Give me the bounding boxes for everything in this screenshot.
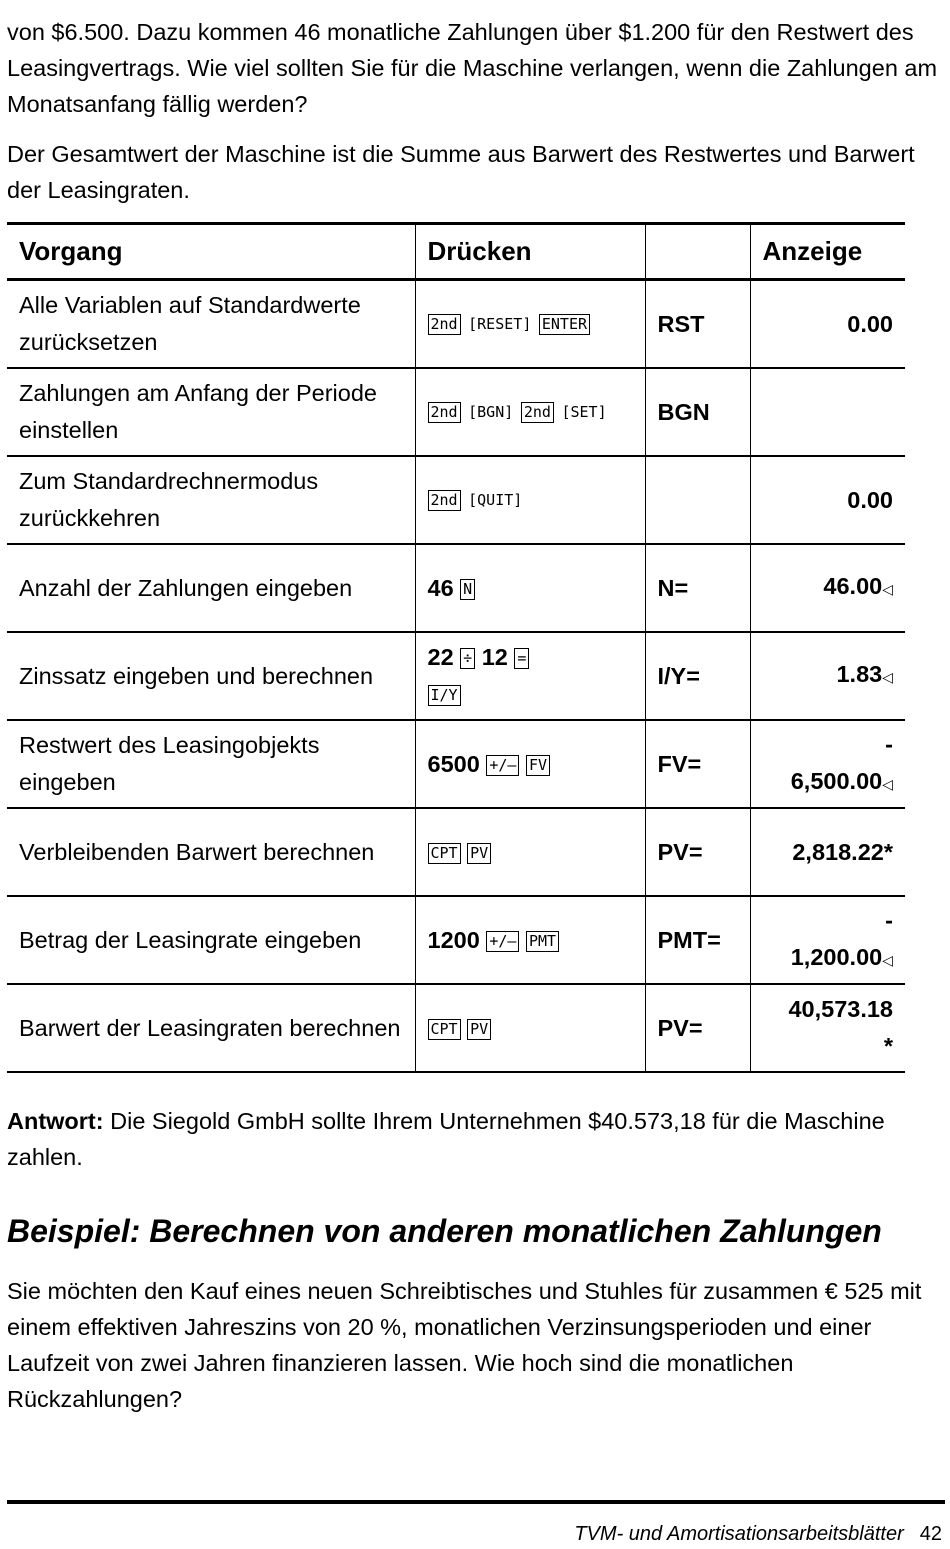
table-row bbox=[7, 720, 905, 808]
indicator: ◁ bbox=[882, 775, 893, 792]
key-divide: ÷ bbox=[460, 648, 475, 669]
table-row bbox=[7, 808, 905, 896]
action-cell: Alle Variablen auf Standardwerte zurücksetzen bbox=[7, 280, 415, 369]
keys-cell bbox=[415, 808, 645, 896]
display-sign: - bbox=[885, 906, 893, 933]
footer-title: TVM- und Amortisationsarbeitsblätter bbox=[574, 1523, 904, 1545]
display-cell bbox=[750, 720, 905, 808]
key-pmt: PMT bbox=[526, 931, 559, 952]
label-cell: BGN bbox=[645, 368, 750, 456]
keys-cell bbox=[415, 896, 645, 984]
display-cell bbox=[750, 808, 905, 896]
key-2nd: 2nd bbox=[521, 402, 554, 423]
key-fv: FV bbox=[526, 755, 550, 776]
key-equals: = bbox=[514, 648, 529, 669]
key-n: N bbox=[460, 579, 475, 600]
display-value: 1.83 bbox=[836, 661, 883, 687]
header-label bbox=[645, 224, 750, 280]
display-value: 40,573.18 bbox=[788, 996, 893, 1022]
indicator: * bbox=[883, 838, 893, 865]
action-cell: Anzahl der Zahlungen eingeben bbox=[7, 544, 415, 632]
key-2nd: 2nd bbox=[428, 402, 461, 423]
indicator: ◁ bbox=[882, 669, 893, 685]
table-row bbox=[7, 456, 905, 544]
indicator: * bbox=[883, 1033, 893, 1059]
display-value: 0.00 bbox=[847, 310, 893, 337]
label-cell bbox=[645, 456, 750, 544]
answer-label: Antwort: bbox=[7, 1108, 104, 1134]
key-2nd: 2nd bbox=[428, 490, 461, 511]
example-heading: Beispiel: Berechnen von anderen monatlichen Zahlungen bbox=[7, 1213, 882, 1249]
display-cell bbox=[750, 368, 905, 456]
table-row bbox=[7, 984, 905, 1072]
label-cell: N= bbox=[645, 544, 750, 632]
key-quit: [ QUIT ] bbox=[467, 482, 523, 519]
number-entry: 6500 bbox=[427, 750, 480, 777]
number-entry: 1200 bbox=[427, 926, 480, 953]
keys-cell bbox=[415, 368, 645, 456]
table-row bbox=[7, 632, 905, 720]
indicator: ◁ bbox=[882, 581, 893, 597]
key-pv: PV bbox=[467, 1019, 491, 1040]
total-value-paragraph: Der Gesamtwert der Maschine ist die Summe aus Barwert des Restwertes und Barwert der Leasingraten. bbox=[7, 141, 915, 203]
action-cell: Zinssatz eingeben und berechnen bbox=[7, 632, 415, 720]
display-cell bbox=[750, 280, 905, 369]
key-2nd: 2nd bbox=[428, 314, 461, 335]
display-cell bbox=[750, 896, 905, 984]
number-entry: 12 bbox=[481, 644, 508, 670]
display-value: 2,818.22 bbox=[792, 838, 884, 865]
action-cell: Zahlungen am Anfang der Periode einstellen bbox=[7, 368, 415, 456]
table-row bbox=[7, 896, 905, 984]
action-cell: Restwert des Leasingobjekts eingeben bbox=[7, 720, 415, 808]
label-cell: PMT= bbox=[645, 896, 750, 984]
display-value: 46.00 bbox=[823, 573, 883, 599]
key-bgn: [ BGN ] bbox=[467, 394, 514, 431]
key-plus-minus: +/– bbox=[486, 755, 519, 776]
table-row bbox=[7, 368, 905, 456]
display-sign: - bbox=[885, 730, 893, 757]
key-cpt: CPT bbox=[428, 1019, 461, 1040]
key-plus-minus: +/– bbox=[486, 931, 519, 952]
label-cell: RST bbox=[645, 280, 750, 369]
keys-cell bbox=[415, 544, 645, 632]
label-cell: I/Y= bbox=[645, 632, 750, 720]
key-iy: I/Y bbox=[428, 685, 461, 706]
keys-cell bbox=[415, 632, 645, 720]
key-pv: PV bbox=[467, 843, 491, 864]
display-cell bbox=[750, 632, 905, 720]
indicator: ◁ bbox=[882, 951, 893, 968]
table-header-row bbox=[7, 224, 905, 280]
example-paragraph: Sie möchten den Kauf eines neuen Schreibtisches und Stuhles für zusammen € 525 mit einem effektiven Jahreszins von 20 %, monatlichen Verzinsungsperioden und einer Laufzeit von zwei Jahren finanzieren lassen. Wie hoch sind die monatlichen Rückzahlungen? bbox=[7, 1278, 922, 1412]
display-value: 0.00 bbox=[847, 486, 893, 513]
label-cell: PV= bbox=[645, 808, 750, 896]
key-reset: [ RESET ] bbox=[467, 306, 532, 343]
display-value: 6,500.00 bbox=[790, 767, 883, 794]
intro-paragraph: von $6.500. Dazu kommen 46 monatliche Zahlungen über $1.200 für den Restwert des Leasingvertrags. Wie viel sollten Sie für die Maschine verlangen, wenn die Zahlungen am Monatsanfang fällig werden? bbox=[7, 19, 938, 117]
keys-cell bbox=[415, 456, 645, 544]
header-vorgang: Vorgang bbox=[7, 224, 415, 280]
keys-cell bbox=[415, 720, 645, 808]
page-footer bbox=[574, 1521, 942, 1547]
action-cell: Verbleibenden Barwert berechnen bbox=[7, 808, 415, 896]
key-cpt: CPT bbox=[428, 843, 461, 864]
answer-paragraph bbox=[7, 1103, 942, 1175]
header-anzeige: Anzeige bbox=[750, 224, 905, 280]
display-cell bbox=[750, 984, 905, 1072]
number-entry: 22 bbox=[427, 644, 454, 670]
display-cell bbox=[750, 456, 905, 544]
number-entry: 46 bbox=[427, 574, 454, 601]
display-cell bbox=[750, 544, 905, 632]
display-value: 1,200.00 bbox=[790, 943, 883, 970]
label-cell: PV= bbox=[645, 984, 750, 1072]
action-cell: Barwert der Leasingraten berechnen bbox=[7, 984, 415, 1072]
table-row bbox=[7, 280, 905, 369]
answer-text: Die Siegold GmbH sollte Ihrem Unternehmen $40.573,18 für die Maschine zahlen. bbox=[7, 1108, 885, 1170]
keys-cell bbox=[415, 984, 645, 1072]
label-cell: FV= bbox=[645, 720, 750, 808]
header-druecken: Drücken bbox=[415, 224, 645, 280]
page-number: 42 bbox=[919, 1523, 942, 1545]
key-set: [ SET ] bbox=[560, 394, 607, 431]
keys-cell bbox=[415, 280, 645, 369]
action-cell: Zum Standardrechnermodus zurückkehren bbox=[7, 456, 415, 544]
key-enter: ENTER bbox=[539, 314, 590, 335]
table-row bbox=[7, 544, 905, 632]
keystroke-table bbox=[7, 222, 905, 1073]
footer-divider bbox=[7, 1500, 945, 1504]
action-cell: Betrag der Leasingrate eingeben bbox=[7, 896, 415, 984]
